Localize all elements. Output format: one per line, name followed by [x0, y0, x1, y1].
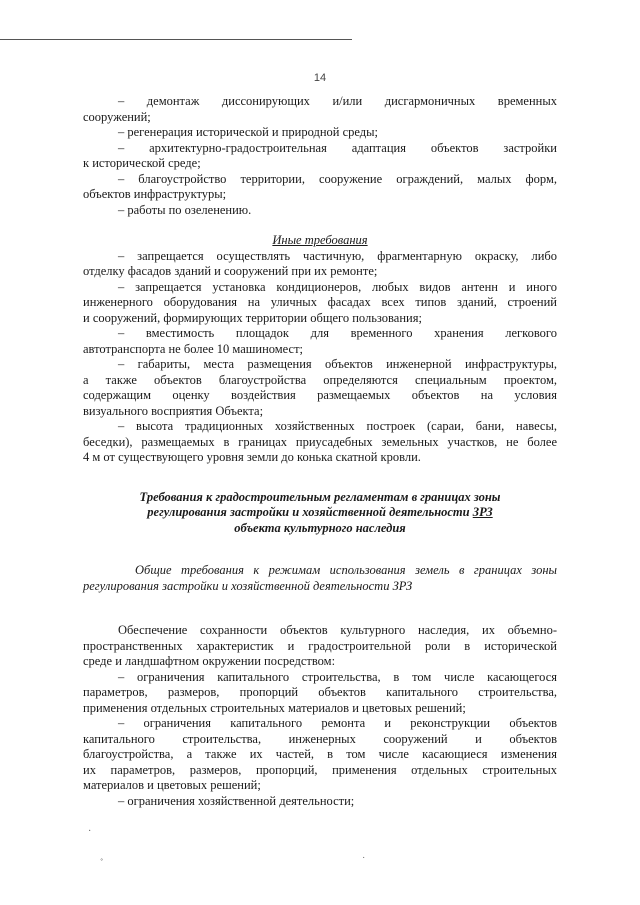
list-item-continuation: материалов и цветовых решений;: [83, 778, 261, 792]
page-number: 14: [313, 72, 327, 84]
list-item-continuation: 4 м от существующего уровня земли до конька скатной кровли.: [83, 450, 421, 464]
list-item: – вместимость площадок для временного хранения легкового: [118, 326, 557, 340]
list-item: – работы по озеленению.: [118, 202, 252, 217]
list-item-continuation: инженерного оборудования на уличных фасадах всех типов зданий, строений: [83, 295, 557, 309]
zone-section-subtitle: регулирования застройки и хозяйственной деятельности ЗРЗ: [83, 578, 413, 593]
list-item: – ограничения капитального ремонта и реконструкции объектов: [118, 716, 557, 730]
list-item-continuation: их параметров, размеров, пропорций, применения отдельных строительных: [83, 762, 557, 777]
list-item: – запрещается установка кондиционеров, любых видов антенн и иного: [118, 279, 557, 294]
list-item: – высота традиционных хозяйственных построек (сараи, бани, навесы,: [118, 419, 557, 433]
list-item: – демонтаж диссонирующих и/или дисгармоничных временных: [118, 94, 557, 108]
list-item: – архитектурно-градостроительная адаптация объектов застройки: [118, 140, 557, 155]
list-item: – благоустройство территории, сооружение ограждений, малых форм,: [118, 171, 557, 186]
paragraph-line: Обеспечение сохранности объектов культурного наследия, их объемно-: [118, 623, 557, 637]
list-item-continuation: автотранспорта не более 10 машиномест;: [83, 341, 304, 356]
zone-section-title-line: Требования к градостроительным регламентам в границах зоны: [139, 489, 501, 504]
paragraph-line: пространственных характеристик и градостроительной роли в исторической: [83, 638, 557, 653]
top-rule: [0, 39, 352, 40]
zone-code: ЗРЗ: [472, 505, 493, 519]
list-item-continuation: отделку фасадов зданий и сооружений при их ремонте;: [83, 264, 378, 278]
list-item: – запрещается осуществлять частичную, фрагментарную окраску, либо: [118, 248, 557, 263]
list-item: – ограничения хозяйственной деятельности;: [118, 793, 355, 808]
list-item-continuation: а также объектов благоустройства определяются специальным проектом,: [83, 372, 557, 387]
paragraph-line: среде и ландшафтном окружении посредством:: [83, 654, 336, 668]
list-item: – регенерация исторической и природной среды;: [118, 125, 379, 139]
zone-section-subtitle: Общие требования к режимам использования земель в границах зоны: [135, 563, 557, 577]
list-item-continuation: беседки), размещаемых в границах приусадебных земельных участков, не более: [83, 434, 557, 449]
page-body: [83, 94, 557, 809]
list-item-continuation: сооружений;: [83, 109, 151, 124]
list-item-continuation: и сооружений, формирующих территории общего пользования;: [83, 310, 422, 325]
scan-speck: ˚: [100, 858, 104, 869]
list-item-continuation: к исторической среде;: [83, 156, 201, 170]
list-item-continuation: применения отдельных строительных материалов и цветовых решений;: [83, 700, 466, 715]
list-item-continuation: содержащим оценку воздействия размещаемых объектов на условия: [83, 388, 557, 402]
zone-section-title-text: регулирования застройки и хозяйственной деятельности: [147, 505, 473, 519]
list-item-continuation: параметров, размеров, пропорций объектов капитального строительства,: [83, 685, 557, 699]
zone-section-title-line: объекта культурного наследия: [234, 520, 406, 535]
list-item: – габариты, места размещения объектов инженерной инфраструктуры,: [118, 357, 557, 371]
list-item: – ограничения капитального строительства, в том числе касающегося: [118, 669, 557, 684]
scan-speck: ˙: [362, 856, 366, 867]
scan-speck: ·: [88, 826, 92, 837]
other-requirements-heading: Иные требования: [272, 233, 368, 247]
list-item-continuation: капитального строительства, инженерных сооружений и объектов: [83, 731, 557, 746]
list-item-continuation: благоустройства, а также их частей, в том числе касающиеся изменения: [83, 747, 557, 761]
zone-section-title-line: [83, 505, 557, 521]
section-heading: [83, 233, 557, 249]
list-item-continuation: визуального восприятия Объекта;: [83, 403, 264, 418]
list-item-continuation: объектов инфраструктуры;: [83, 187, 227, 201]
